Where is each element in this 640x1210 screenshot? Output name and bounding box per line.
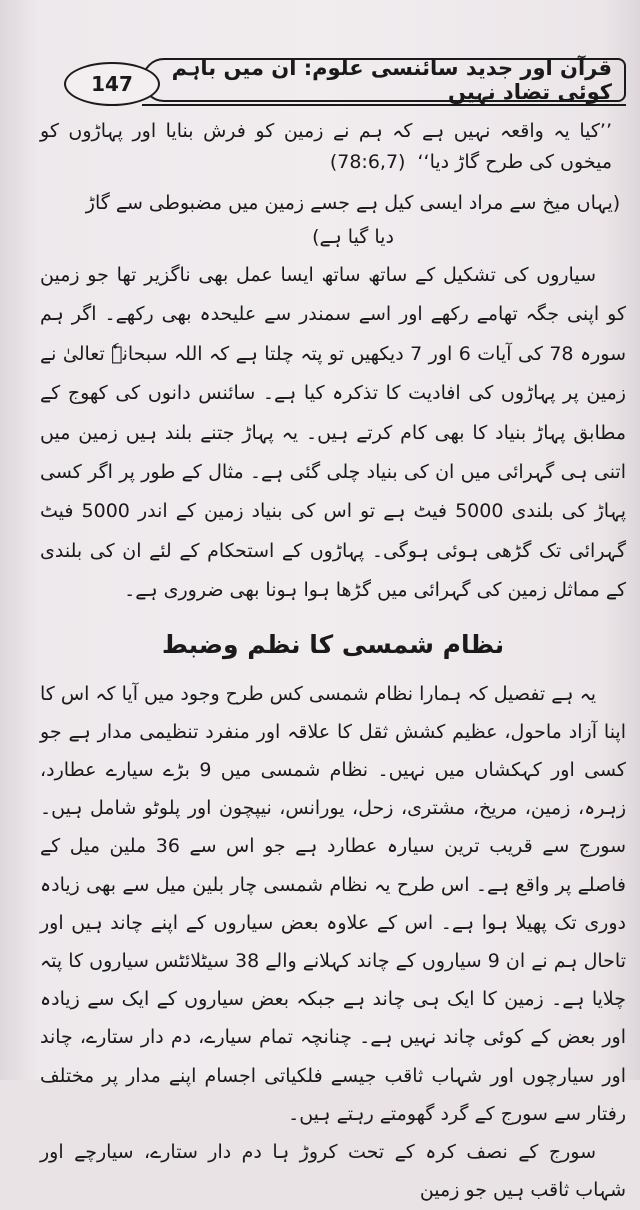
page-body (40, 116, 626, 1210)
explanatory-note: (یہاں میخ سے مراد ایسی کیل ہے جسے زمین میں مضبوطی سے گاڑ دیا گیا ہے) (85, 192, 621, 248)
paragraph-comets: سورج کے نصف کرہ کے تحت کروڑ ہا دم دار ستارے، سیارچے اور شہاب ثاقب ہیں جو زمین (40, 1141, 626, 1202)
page-header (64, 56, 626, 108)
header-divider (142, 104, 626, 106)
quran-quote (40, 116, 618, 178)
paragraph-mountains: سیاروں کی تشکیل کے ساتھ ساتھ ایسا عمل بھی ناگزیر تھا جو زمین کو اپنی جگہ تھامے رکھے اور اسے سمندر سے علیحدہ بھی رکھے۔ اگر ہم سورہ 78 کی آیات 6 اور 7 دیکھیں تو پتہ چلتا ہے کہ اللہ سبحانہٗ تعالیٰ نے زمین پر پہاڑوں کی افادیت کا تذکرہ کیا ہے۔ سائنس دانوں کی کھوج کے مطابق پہاڑ بنیاد کا بھی کام کرتے ہیں۔ یہ پہاڑ جتنے بلند ہیں زمین میں اتنی ہی گہرائی میں ان کی بنیاد چلی گئی ہے۔ مثال کے طور پر اگر کسی پہاڑ کی بلندی 5000 فیٹ ہے تو اس کی بنیاد زمین کے اندر 5000 فیٹ گہرائی تک گڑھی ہوئی ہوگی۔ پہاڑوں کے استحکام کے لئے ان کی بلندی کے مماثل زمین کی گہرائی میں گڑھا ہوا ہونا بھی ضروری ہے۔ (40, 264, 627, 602)
section-heading: نظام شمسی کا نظم وضبط (161, 629, 505, 659)
running-title-text: قرآن اور جدید سائنسی علوم: ان میں باہم کوئی تضاد نہیں (171, 56, 612, 104)
paragraph-solar-system: یہ ہے تفصیل کہ ہمارا نظام شمسی کس طرح وجود میں آیا کہ اس کا اپنا آزاد ماحول، عظیم کشش ثقل کا علاقہ اور منفرد تنظیمی مدار ہے جو کسی اور کہکشاں میں نہیں۔ نظام شمسی میں 9 بڑے سیارے عطارد، زہرہ، زمین، مریخ، مشتری، زحل، یورانس، نیپچون اور پلوٹو شامل ہیں۔ سورج سے قریب ترین سیارہ عطارد ہے جو اس سے 36 ملین میل کے فاصلے پر واقع ہے۔ اس طرح یہ نظام شمسی چار بلین میل سے بھی زیادہ دوری تک پھیلا ہوا ہے۔ اس کے علاوہ بعض سیاروں کے اپنے چاند ہیں اور تاحال ہم نے ان 9 سیاروں کے چاند کہلانے والے 38 سیٹلائٹس سیاروں کا پتہ چلایا ہے۔ زمین کا ایک ہی چاند ہے جبکہ بعض سیاروں کے ایک سے زیادہ اور بعض کے کوئی چاند نہیں ہے۔ چنانچہ تمام سیارے، دم دار ستارے، چاند اور سیارچوں اور شہاب ثاقب جیسے فلکیاتی اجسام اپنے مدار پر مختلف رفتار سے سورج کے گرد گھومتے رہتے ہیں۔ (40, 682, 626, 1125)
running-title (142, 58, 626, 102)
quote-text: ’’کیا یہ واقعہ نہیں ہے کہ ہم نے زمین کو فرش بنایا اور پہاڑوں کو میخوں کی طرح گاڑ دیا‘‘ (40, 120, 612, 173)
page-number: 147 (91, 72, 133, 96)
quote-reference: (78:6,7) (329, 151, 406, 173)
page-number-badge (64, 62, 160, 106)
